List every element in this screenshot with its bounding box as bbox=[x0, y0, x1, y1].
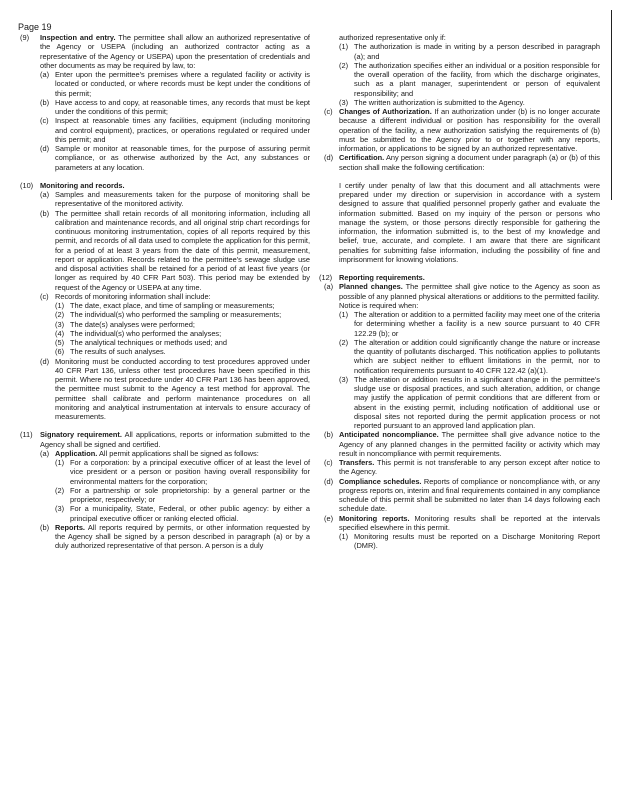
section-number: (12) bbox=[319, 273, 333, 282]
section-heading: Monitoring and records. bbox=[40, 180, 125, 190]
list-item: (b) Anticipated noncompliance. The permittee shall give advance notice to the Agency of any planned changes in the permitted facility or activity which may result in noncompliance with permit requirements. bbox=[324, 430, 601, 458]
list-item: (c) Records of monitoring information shall include: bbox=[40, 291, 211, 301]
sub-list-item: (1) Monitoring results must be reported on a Discharge Monitoring Report (DMR). bbox=[339, 532, 600, 551]
section-number: (10) bbox=[20, 180, 34, 190]
section-9 bbox=[20, 33, 310, 70]
list-item: (c) Inspect at reasonable times any facilities, equipment (including monitoring and control equipment), practices, or operations regulated or required under this permit; and bbox=[40, 116, 310, 144]
list-item: (a) Enter upon the permittee's premises where a regulated facility or activity is located or conducted, or where records must be kept under the conditions of this permit; bbox=[40, 70, 310, 98]
list-item: (d) Compliance schedules. Reports of compliance or noncompliance with, or any progress reports on, interim and final requirements contained in any compliance schedule of this permit shall be submitted no later than 14 days following each schedule date. bbox=[324, 476, 600, 514]
sub-list-item: (3) The written authorization is submitted to the Agency. bbox=[339, 97, 525, 107]
section-10 bbox=[20, 181, 310, 190]
sub-list-item: (4) The individual(s) who performed the analyses; bbox=[55, 328, 222, 338]
sub-list-item: (2) For a partnership or sole proprietorship: by a general partner or the proprietor, respectively; or bbox=[55, 485, 310, 504]
list-item: (a) Samples and measurements taken for the purpose of monitoring shall be representative of the monitored activity. bbox=[40, 190, 310, 209]
section-heading: Reporting requirements. bbox=[339, 273, 425, 282]
list-item: (e) Monitoring reports. Monitoring results shall be reported at the intervals specified elsewhere in this permit. bbox=[324, 513, 600, 532]
list-item: (b) The permittee shall retain records of all monitoring information, including all calibration and maintenance records, and all original strip chart recordings for continuous monitoring instrumentation, copies of all reports required by this permit, and records of all data used to complete the application for this permit, for a period of at least 3 years from the date of this permit, measurement, report or application. Records related to the permittee's sewage sludge use and disposal activities shall be retained for a period of at least five years (or longer as required by 40 CFR Part 503). This period may be extended by request of the Agency or USEPA at any time. bbox=[40, 208, 310, 292]
certification-statement: I certify under penalty of law that this document and all attachments were prepared under my direction or supervision in accordance with a system designed to assure that qualified personnel properly gather and evaluate the information submitted. Based on my inquiry of the person or persons who manage the system, or those persons directly responsible for gathering the information, the information submitted is, to the best of my knowledge and belief, true, accurate, and complete. I am aware that there are significant penalties for submitting false information, including the possibility of fine and imprisonment for knowing violations. bbox=[339, 180, 600, 264]
section-11: (11) Signatory requirement. All applications, reports or information submitted to the Agency shall be signed and certified. bbox=[20, 430, 310, 449]
section-heading: Inspection and entry. bbox=[40, 33, 116, 42]
section-12 bbox=[319, 273, 600, 282]
sub-list-item: (1) The date, exact place, and time of sampling or measurements; bbox=[55, 301, 275, 310]
sub-list-item: (6) The results of such analyses. bbox=[55, 347, 166, 357]
sub-list-item: (5) The analytical techniques or methods used; and bbox=[55, 338, 227, 347]
list-item: (b) Reports. All reports required by permits, or other information requested by the Agency shall be signed by a person described in paragraph (a) or by a duly authorized representative of that person. A person is a duly bbox=[40, 522, 310, 551]
continued-text: authorized representative only if: bbox=[339, 33, 446, 42]
section-number: (9) bbox=[20, 33, 30, 42]
sub-list-item: (2) The alteration or addition could significantly change the nature or increase the quantity of pollutants discharged. This notification applies to pollutants which are subject neither to effluent limitations in the permit, nor to notification requirements pursuant to 40 CFR 122.42 (a)(1). bbox=[339, 337, 600, 375]
section-heading: Signatory requirement. bbox=[40, 430, 122, 440]
sub-list-item: (3) The date(s) analyses were performed; bbox=[55, 319, 195, 329]
sub-list-item: (1) The alteration or addition to a permitted facility may meet one of the criteria for determining whether a facility is a new source pursuant to 40 CFR 122.29 (b); or bbox=[339, 310, 600, 338]
list-item: (d) Sample or monitor at reasonable times, for the purpose of assuring permit compliance, or as otherwise authorized by the Act, any substances or parameters at any location. bbox=[40, 144, 310, 172]
sub-list-item: (1) The authorization is made in writing by a person described in paragraph (a); and bbox=[339, 42, 600, 61]
sub-list-item: (2) The authorization specifies either an individual or a position responsible for the overall operation of the facility, from which the discharge originates, such as a plant manager, superintendent or person of equivalent responsibility; and bbox=[339, 60, 600, 98]
list-item: (a) Application. All permit applications shall be signed as follows: bbox=[40, 448, 259, 458]
list-item: (b) Have access to and copy, at reasonable times, any records that must be kept under the conditions of this permit; bbox=[40, 97, 310, 116]
list-item: (d) Certification. Any person signing a document under paragraph (a) or (b) of this section shall make the following certification: bbox=[324, 153, 600, 172]
sub-list-item: (1) For a corporation: by a principal executive officer of at least the level of vice president or a person or position having overall responsibility for environmental matters for the corporation; bbox=[55, 458, 310, 486]
sub-list-item: (2) The individual(s) who performed the sampling or measurements; bbox=[55, 310, 282, 320]
list-item: (c) Transfers. This permit is not transferable to any person except after notice to the Agency. bbox=[324, 458, 600, 477]
left-column bbox=[20, 33, 310, 551]
sub-list-item: (3) The alteration or addition results in a significant change in the permittee's sludge use or disposal practices, and such alteration, addition, or change may justify the application of permit conditions that are different from or absent in the existing permit, including notification of additional use or disposal sites not reported during the permit application process or not reported pursuant to an approved land application plan. bbox=[339, 374, 600, 430]
section-number: (11) bbox=[20, 430, 33, 440]
sub-list-item: (3) For a municipality, State, Federal, or other public agency: by either a principal executive officer or ranking elected official. bbox=[55, 504, 310, 523]
page-edge-line bbox=[611, 10, 612, 200]
list-item: (c) Changes of Authorization. If an authorization under (b) is no longer accurate because a different individual or position has responsibility for the overall operation of the facility, a new authorization satisfying the requirements of (b) must be submitted to the Agency prior to or together with any reports, information, or applications to be signed by an authorized representative. bbox=[324, 107, 600, 153]
section-text: The permittee shall allow an authorized representative of the Agency or USEPA (including an authorized contractor acting as a representative of the Agency or USEPA) upon the presentation of credentials and other documents as may be required by law, to: bbox=[40, 33, 310, 70]
page-number: Page 19 bbox=[18, 22, 52, 32]
list-item: (d) Monitoring must be conducted according to test procedures approved under 40 CFR Part 136, unless other test procedures have been specified in this permit. Where no test procedure under 40 CFR Part 136 has been approved, the permittee must submit to the Agency a test method for approval. The permittee shall calibrate and perform maintenance procedures on all monitoring and analytical instrumentation at intervals to ensure accuracy of measurements. bbox=[40, 356, 310, 421]
list-item: (a) Planned changes. The permittee shall give notice to the Agency as soon as possible of any planned physical alterations or additions to the permitted facility. Notice is required when: bbox=[324, 282, 601, 310]
right-column bbox=[319, 33, 600, 551]
